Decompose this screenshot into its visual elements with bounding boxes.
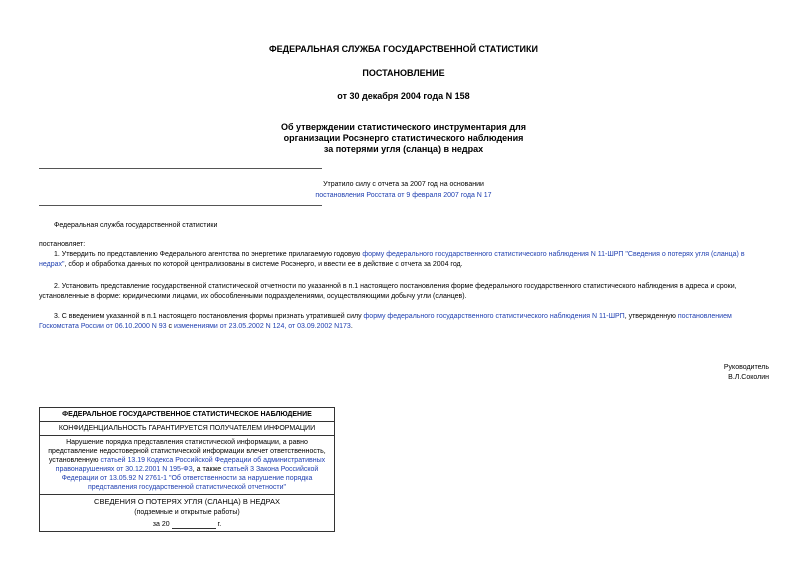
- repeal-note-text: Утратило силу с отчета за 2007 год на основании: [323, 181, 484, 188]
- signature-name: В.Л.Соколин: [728, 373, 769, 381]
- liability-text-a: Нарушение порядка представления статистической информации, а равно представление недостоверной статистической информации влечет ответственность, установленную: [48, 439, 326, 464]
- issuer-text: Федеральная служба государственной статистики: [54, 222, 218, 229]
- paragraph-3-text-d: .: [350, 322, 353, 330]
- form-title: СВЕДЕНИЯ О ПОТЕРЯХ УГЛЯ (СЛАНЦА) В НЕДРАХ: [94, 497, 280, 506]
- law-article-link[interactable]: статьей 3 Закона Российской Федерации от 13.05.92 N 2761-1 "Об ответственности за нарушение порядка представления государственной статистической отчетности": [61, 466, 319, 491]
- paragraph-3-text-c: с: [166, 322, 174, 330]
- form-period-suffix: г.: [217, 521, 222, 528]
- paragraph-2: 2. Установить представление государственной статистической отчетности по указанной в п.1 настоящего постановления форме федерального государственного статистического наблюдения в адреса и сроки, установленные в форме: юридическими лицами, их обособленными подразделениями, осуществляющими добычу угли (сланцев).: [39, 283, 737, 300]
- old-form-link[interactable]: форму федерального государственного статистического наблюдения N 11-ШРП: [363, 313, 625, 320]
- document-title: [0, 122, 807, 155]
- statistical-form-header: [39, 407, 335, 532]
- divider-bottom: [39, 205, 322, 206]
- paragraph-3-text-a: 3. С введением указанной в п.1 настоящего постановления формы признать утратившей силу: [54, 313, 364, 320]
- document-date: от 30 декабря 2004 года N 158: [337, 91, 470, 101]
- koap-article-link[interactable]: статьей 13.19 Кодекса Российской Федерации об административных правонарушениях от 30.12.2001 N 195-ФЗ: [55, 457, 326, 473]
- title-line-1: Об утверждении статистического инструментария для: [280, 122, 527, 132]
- decrees-text: постановляет:: [39, 241, 86, 248]
- paragraph-1: [39, 250, 769, 269]
- amendments-link[interactable]: изменениями от 23.05.2002 N 124, от 03.09.2002 N173: [173, 322, 351, 330]
- goskomstat-resolution-link[interactable]: постановлением Госкомстата России от 06.10.2000 N 93: [39, 313, 732, 330]
- form-period-prefix: за 20: [152, 521, 170, 528]
- agency-heading: ФЕДЕРАЛЬНАЯ СЛУЖБА ГОСУДАРСТВЕННОЙ СТАТИСТИКИ: [269, 44, 538, 54]
- form-row-confidentiality: КОНФИДЕНЦИАЛЬНОСТЬ ГАРАНТИРУЕТСЯ ПОЛУЧАТЕЛЕМ ИНФОРМАЦИИ: [40, 422, 335, 436]
- title-line-3: за потерями угля (сланца) в недрах: [323, 144, 484, 154]
- signature-block: [724, 363, 769, 382]
- year-blank[interactable]: [172, 520, 216, 529]
- paragraph-3: [39, 312, 769, 331]
- liability-text-b: , а также: [192, 466, 224, 473]
- paragraph-1-text-b: , сбор и обработка данных по которой централизованы в системе Росэнерго, и ввести ее в действие с отчета за 2004 год.: [64, 260, 463, 268]
- form-row-title: [40, 495, 335, 532]
- signature-role: Руководитель: [723, 364, 769, 371]
- paragraph-3-text-b: , утвержденную: [624, 313, 678, 320]
- divider-top: [39, 168, 322, 169]
- document-type: ПОСТАНОВЛЕНИЕ: [362, 68, 445, 78]
- repeal-note-link[interactable]: постановления Росстата от 9 февраля 2007 года N 17: [315, 192, 492, 199]
- form-subtitle: (подземные и открытые работы): [134, 509, 240, 516]
- form-row-observation: ФЕДЕРАЛЬНОЕ ГОСУДАРСТВЕННОЕ СТАТИСТИЧЕСКОЕ НАБЛЮДЕНИЕ: [40, 408, 335, 422]
- form-11-shrp-link[interactable]: форму федерального государственного статистического наблюдения N 11-ШРП "Сведения о потерях угля (сланца) в недрах": [39, 251, 745, 268]
- form-row-liability: [40, 436, 335, 495]
- form-period: [44, 520, 330, 529]
- title-line-2: организации Росэнерго статистического наблюдения: [283, 133, 524, 143]
- paragraph-1-text-a: 1. Утвердить по представлению Федерального агентства по энергетике прилагаемую годовую: [54, 251, 363, 258]
